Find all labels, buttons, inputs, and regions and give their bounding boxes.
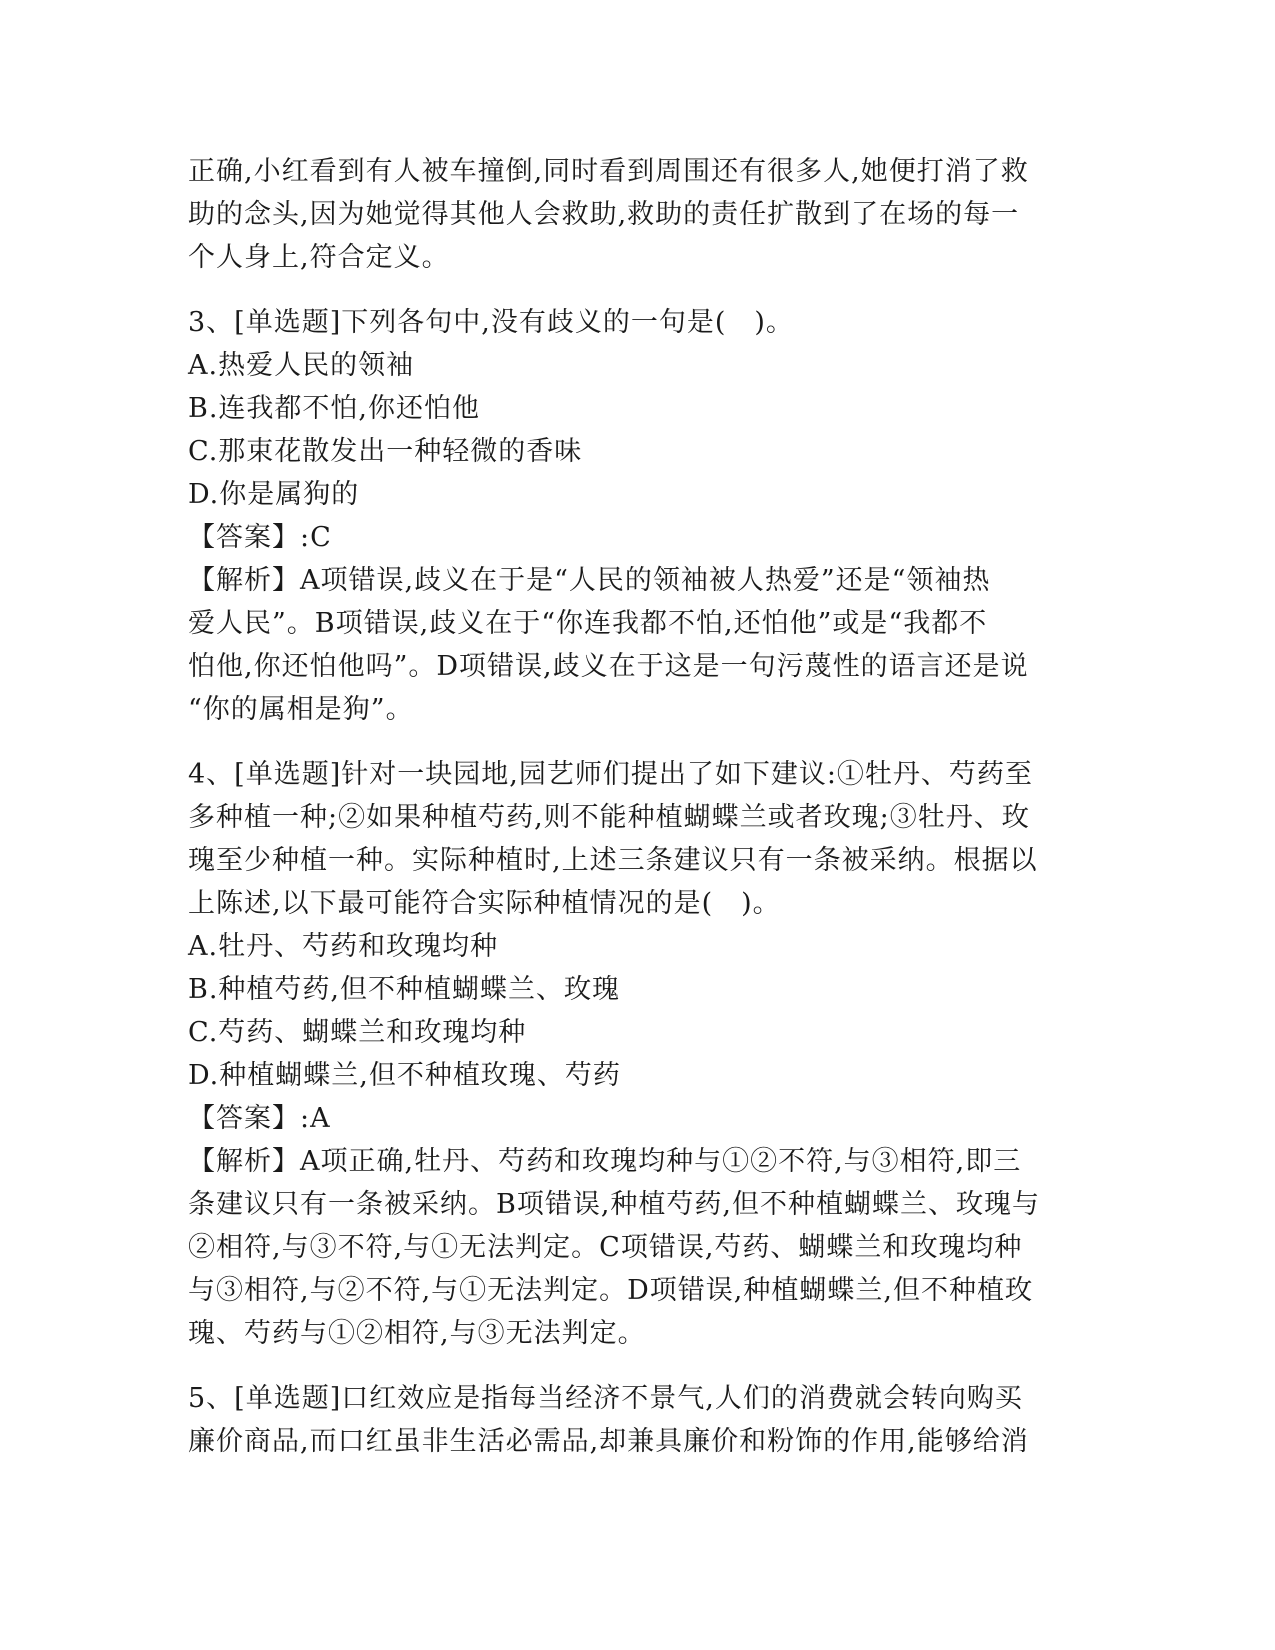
option-c: C.那束花散发出一种轻微的香味 — [188, 436, 583, 467]
question-stem: 廉价商品,而口红虽非生活必需品,却兼具廉价和粉饰的作用,能够给消 — [188, 1426, 1029, 1457]
analysis-line: ②相符,与③不符,与①无法判定。C项错误,芍药、蝴蝶兰和玫瑰均种 — [188, 1232, 1023, 1263]
question-stem: 3、[单选题]下列各句中,没有歧义的一句是( )。 — [188, 307, 794, 338]
previous-analysis-continuation — [188, 150, 1088, 279]
analysis-line: 爱人民”。B项错误,歧义在于“你连我都不怕,还怕他”或是“我都不 — [188, 608, 988, 639]
analysis-line: 与③相符,与②不符,与①无法判定。D项错误,种植蝴蝶兰,但不种植玫 — [188, 1275, 1033, 1306]
option-a: A.牡丹、芍药和玫瑰均种 — [188, 931, 499, 962]
text-line: 助的念头,因为她觉得其他人会救助,救助的责任扩散到了在场的每一 — [188, 199, 1020, 230]
analysis-line: 怕他,你还怕他吗”。D项错误,歧义在于这是一句污蔑性的语言还是说 — [188, 651, 1029, 682]
option-b: B.种植芍药,但不种植蝴蝶兰、玫瑰 — [188, 974, 621, 1005]
analysis-line: 条建议只有一条被采纳。B项错误,种植芍药,但不种植蝴蝶兰、玫瑰与 — [188, 1189, 1041, 1220]
question-4 — [188, 753, 1088, 1355]
question-stem: 4、[单选题]针对一块园地,园艺师们提出了如下建议:①牡丹、芍药至 — [188, 759, 1033, 790]
option-a: A.热爱人民的领袖 — [188, 350, 415, 381]
question-stem: 5、[单选题]口红效应是指每当经济不景气,人们的消费就会转向购买 — [188, 1383, 1023, 1414]
question-5 — [188, 1377, 1088, 1463]
analysis-line: 【解析】A项错误,歧义在于是“人民的领袖被人热爱”还是“领袖热 — [188, 565, 991, 596]
option-c: C.芍药、蝴蝶兰和玫瑰均种 — [188, 1017, 527, 1048]
question-3 — [188, 301, 1088, 731]
question-stem: 瑰至少种植一种。实际种植时,上述三条建议只有一条被采纳。根据以 — [188, 845, 1038, 876]
option-d: D.种植蝴蝶兰,但不种植玫瑰、芍药 — [188, 1060, 621, 1091]
question-stem: 多种植一种;②如果种植芍药,则不能种植蝴蝶兰或者玫瑰;③牡丹、玫 — [188, 802, 1030, 833]
option-b: B.连我都不怕,你还怕他 — [188, 393, 481, 424]
analysis-line: 【解析】A项正确,牡丹、芍药和玫瑰均种与①②不符,与③相符,即三 — [188, 1146, 1022, 1177]
question-stem: 上陈述,以下最可能符合实际种植情况的是( )。 — [188, 888, 781, 919]
analysis-line: 瑰、芍药与①②相符,与③无法判定。 — [188, 1318, 646, 1349]
document-page — [188, 150, 1088, 1463]
analysis-line: “你的属相是狗”。 — [188, 694, 414, 725]
text-line: 正确,小红看到有人被车撞倒,同时看到周围还有很多人,她便打消了救 — [188, 156, 1029, 187]
text-line: 个人身上,符合定义。 — [188, 242, 450, 273]
option-d: D.你是属狗的 — [188, 479, 360, 510]
answer: 【答案】:C — [188, 522, 332, 553]
answer: 【答案】:A — [188, 1103, 331, 1134]
